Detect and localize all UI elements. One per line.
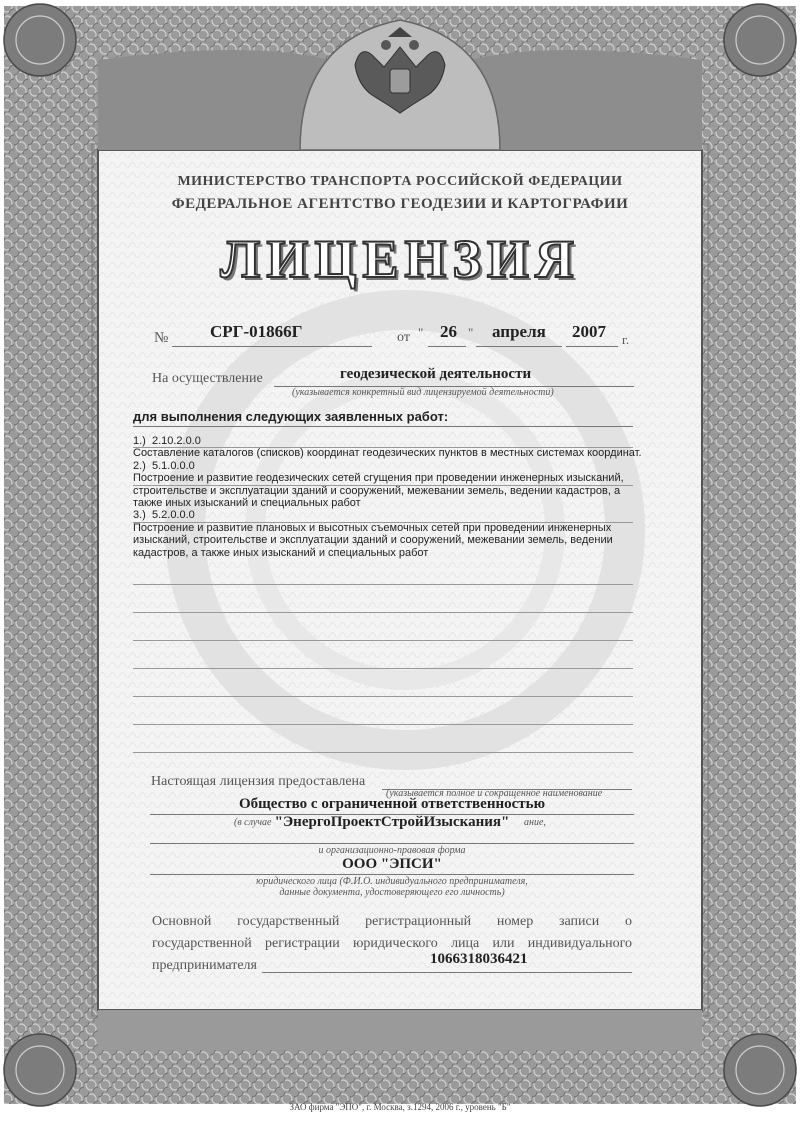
licensee-hint-3: и организационно-правовая форма xyxy=(318,845,466,856)
license-number: СРГ-01866Г xyxy=(210,322,303,341)
date-open-quote: " xyxy=(418,325,424,340)
number-label: № xyxy=(154,330,169,346)
license-day: 26 xyxy=(440,322,457,341)
work-text-line: Построение и развитие геодезических сетей сгущения при проведении инженерных изысканий, xyxy=(133,472,624,485)
activity-hint: (указывается конкретный вид лицензируемой деятельности) xyxy=(292,387,554,398)
licensee-label: Настоящая лицензия предоставлена xyxy=(151,774,366,789)
work-code: 5.2.0.0.0 xyxy=(151,509,195,522)
licensee-hint-4 xyxy=(150,876,634,898)
printer-imprint: ЗАО фирма "ЭПО", г. Москва, з.1294, 2006 г., уровень "Б" xyxy=(289,1102,511,1112)
licensee-hint-1: (указывается полное и сокращенное наименование xyxy=(386,788,603,799)
work-num: 2.) xyxy=(133,459,146,472)
work-text-line: Построение и развитие плановых и высотных съемочных сетей при проведении инженерных xyxy=(133,521,612,534)
activity-label: На осуществление xyxy=(152,371,263,386)
licensee-hint-2: (в случае xyxy=(234,817,272,828)
licensee-name-line-2: "ЭнергоПроектСтройИзыскания" xyxy=(274,814,510,830)
licensee-short-name: ООО "ЭПСИ" xyxy=(342,856,442,872)
works-list xyxy=(133,435,653,559)
work-text-line: также иных изысканий и специальных работ xyxy=(133,497,361,510)
license-month: апреля xyxy=(492,322,546,341)
document-title: ЛИЦЕНЗИЯ xyxy=(220,229,580,289)
registration-line-1: Основной государственный регистрационный номер записи о xyxy=(152,914,632,929)
work-text-line: строительстве и эксплуатации зданий и сооружений, межевании земель, ведении кадастров, а xyxy=(133,484,621,497)
works-heading: для выполнения следующих заявленных работ: xyxy=(133,409,449,424)
registration-line-3: предпринимателя xyxy=(152,958,257,973)
work-num: 1.) xyxy=(133,435,146,447)
work-item-3 xyxy=(133,509,653,559)
licensee-hint-4-line-1: юридического лица (Ф.И.О. индивидуального предпринимателя, xyxy=(256,876,528,887)
agency-title: ФЕДЕРАЛЬНОЕ АГЕНТСТВО ГЕОДЕЗИИ И КАРТОГРАФИИ xyxy=(171,196,629,212)
ministry-title: МИНИСТЕРСТВО ТРАНСПОРТА РОССИЙСКОЙ ФЕДЕРАЦИИ xyxy=(177,174,623,189)
activity-value: геодезической деятельности xyxy=(340,366,532,382)
work-text-line: изысканий, строительстве и эксплуатации зданий и сооружений, межевании земель, ведении xyxy=(133,534,613,547)
work-num: 3.) xyxy=(133,509,146,522)
work-text-line: кадастров, а также иных изысканий и специальных работ xyxy=(133,546,429,559)
work-code: 2.10.2.0.0 xyxy=(151,435,201,447)
licensee-hint-4-line-2: данные документа, удостоверяющего его личность) xyxy=(279,887,505,898)
date-from-label: от xyxy=(397,330,410,345)
date-close-quote: " xyxy=(468,325,474,340)
licensee-hint-2b: ание, xyxy=(524,817,546,828)
year-suffix: г. xyxy=(622,332,630,347)
work-text: Составление каталогов (списков) координат геодезических пунктов в местных системах координат. xyxy=(133,447,642,460)
registration-number: 1066318036421 xyxy=(430,951,528,967)
licensee-name-line-1: Общество с ограниченной ответственностью xyxy=(238,796,546,812)
registration-line-2: государственной регистрации юридического лица или индивидуального xyxy=(152,936,632,951)
work-code: 5.1.0.0.0 xyxy=(151,459,195,472)
license-year: 2007 xyxy=(572,322,606,341)
